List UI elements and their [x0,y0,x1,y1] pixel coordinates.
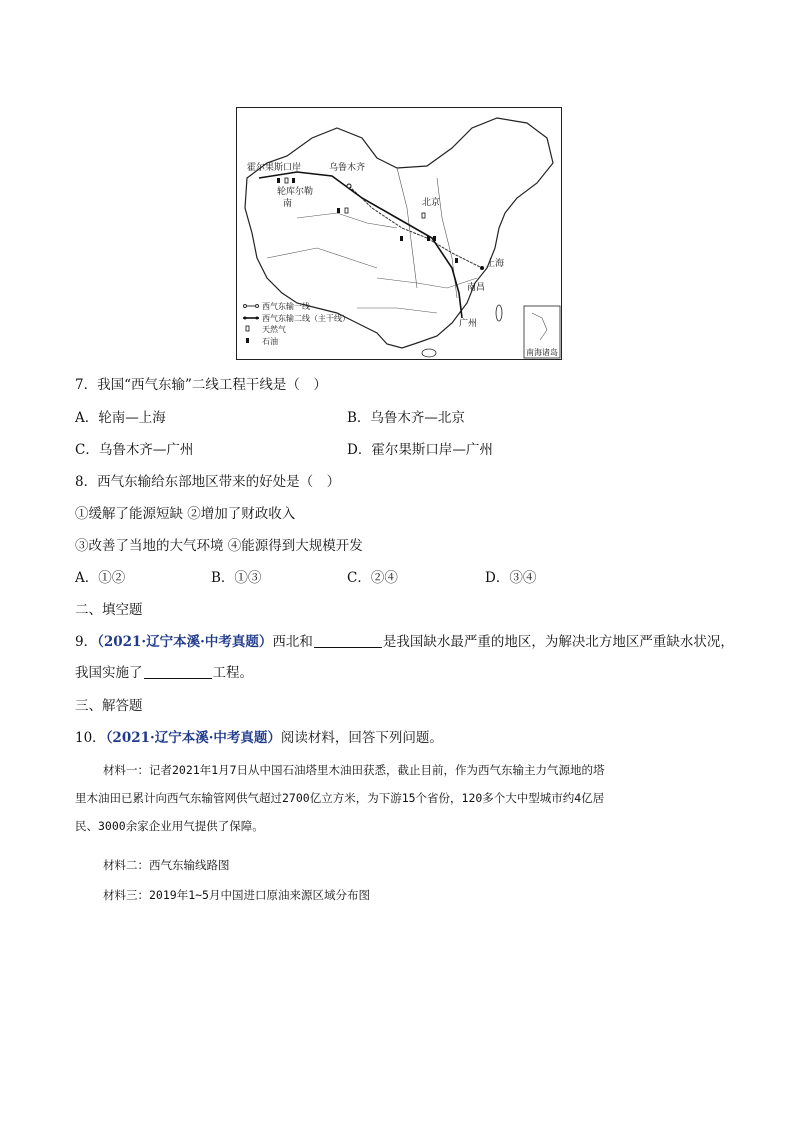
south-sea-inset [524,306,560,358]
legend-gas: 天然气 [262,325,286,334]
label-urumqi: 乌鲁木齐 [329,163,366,173]
q9-source: （2021·辽宁本溪·中考真题） [97,634,273,650]
legend-line1: 西气东输一线 [262,302,310,311]
map-legend [243,301,350,346]
label-lunnan-2: 南 [283,199,293,209]
q8-option-a: A．①② [75,570,126,586]
q7-option-b: B．乌鲁木齐—北京 [347,410,465,426]
q9-text-2: 是我国缺水最严重的地区，为解决北方地区严重缺水状况， [382,634,734,650]
q8-option-d: D．③④ [485,570,537,586]
q10-material-1-line-2: 里木油田已累计向西气东输管网供气超过2700亿立方米，为下游15个省份，120多个大中型城市约4亿居 [75,791,605,805]
q7-option-d: D．霍尔果斯口岸—广州 [347,442,493,458]
q8-option-b: B．①③ [211,570,262,586]
q8-option-c: C．②④ [347,570,398,586]
q9-line-2 [75,664,253,682]
q10-material-2: 材料二：西气东输线路图 [103,858,230,872]
q8-statement-1: ①缓解了能源短缺 ②增加了财政收入 [75,506,296,522]
legend-line2: 西气东输二线（主干线） [262,314,350,323]
q10-source: （2021·辽宁本溪·中考真题） [105,730,281,746]
q7-stem: 7．我国“西气东输”二线工程干线是（ ） [75,377,327,393]
legend-oil: 石油 [262,337,278,346]
label-south-sea: 南海诸岛 [526,348,558,357]
label-lunnan: 轮库尔勒 [277,187,314,197]
q8-statement-2: ③改善了当地的大气环境 ④能源得到大规模开发 [75,538,363,554]
q10-material-1-line-3: 民、3000余家企业用气提供了保障。 [75,819,264,833]
q7-option-c: C．乌鲁木齐—广州 [75,442,194,458]
label-beijing: 北京 [422,198,441,208]
q9-text-1: 西北和 [272,634,313,650]
label-nanchang: 南昌 [467,283,486,293]
west-east-gas-pipeline-map [236,107,562,360]
q9-blank-1[interactable] [314,633,382,648]
q10-material-3: 材料三：2019年1~5月中国进口原油来源区域分布图 [103,888,370,902]
q10-text: 阅读材料，回答下列问题。 [280,730,443,746]
label-horgos: 霍尔果斯口岸 [247,163,302,173]
pipeline-line-1 [349,186,482,268]
section-answer: 三、解答题 [75,698,143,714]
section-fill-blank: 二、填空题 [75,602,143,618]
q10-number: 10． [75,730,106,746]
q9-number: 9． [75,634,98,650]
q7-option-a: A．轮南—上海 [75,410,166,426]
q9-blank-2[interactable] [144,664,212,679]
q10-stem [75,729,443,747]
china-map-svg [237,108,561,359]
label-guangzhou: 广州 [459,319,478,329]
q8-stem: 8．西气东输给东部地区带来的好处是（ ） [75,474,341,490]
label-shanghai: 上海 [486,259,505,269]
q9-text-3: 我国实施了 [75,665,143,681]
q10-material-1-line-1: 材料一：记者2021年1月7日从中国石油塔里木油田获悉，截止目前，作为西气东输主力气源地的塔 [103,763,605,777]
q9-text-4: 工程。 [212,665,253,681]
q9-line-1 [75,633,734,651]
